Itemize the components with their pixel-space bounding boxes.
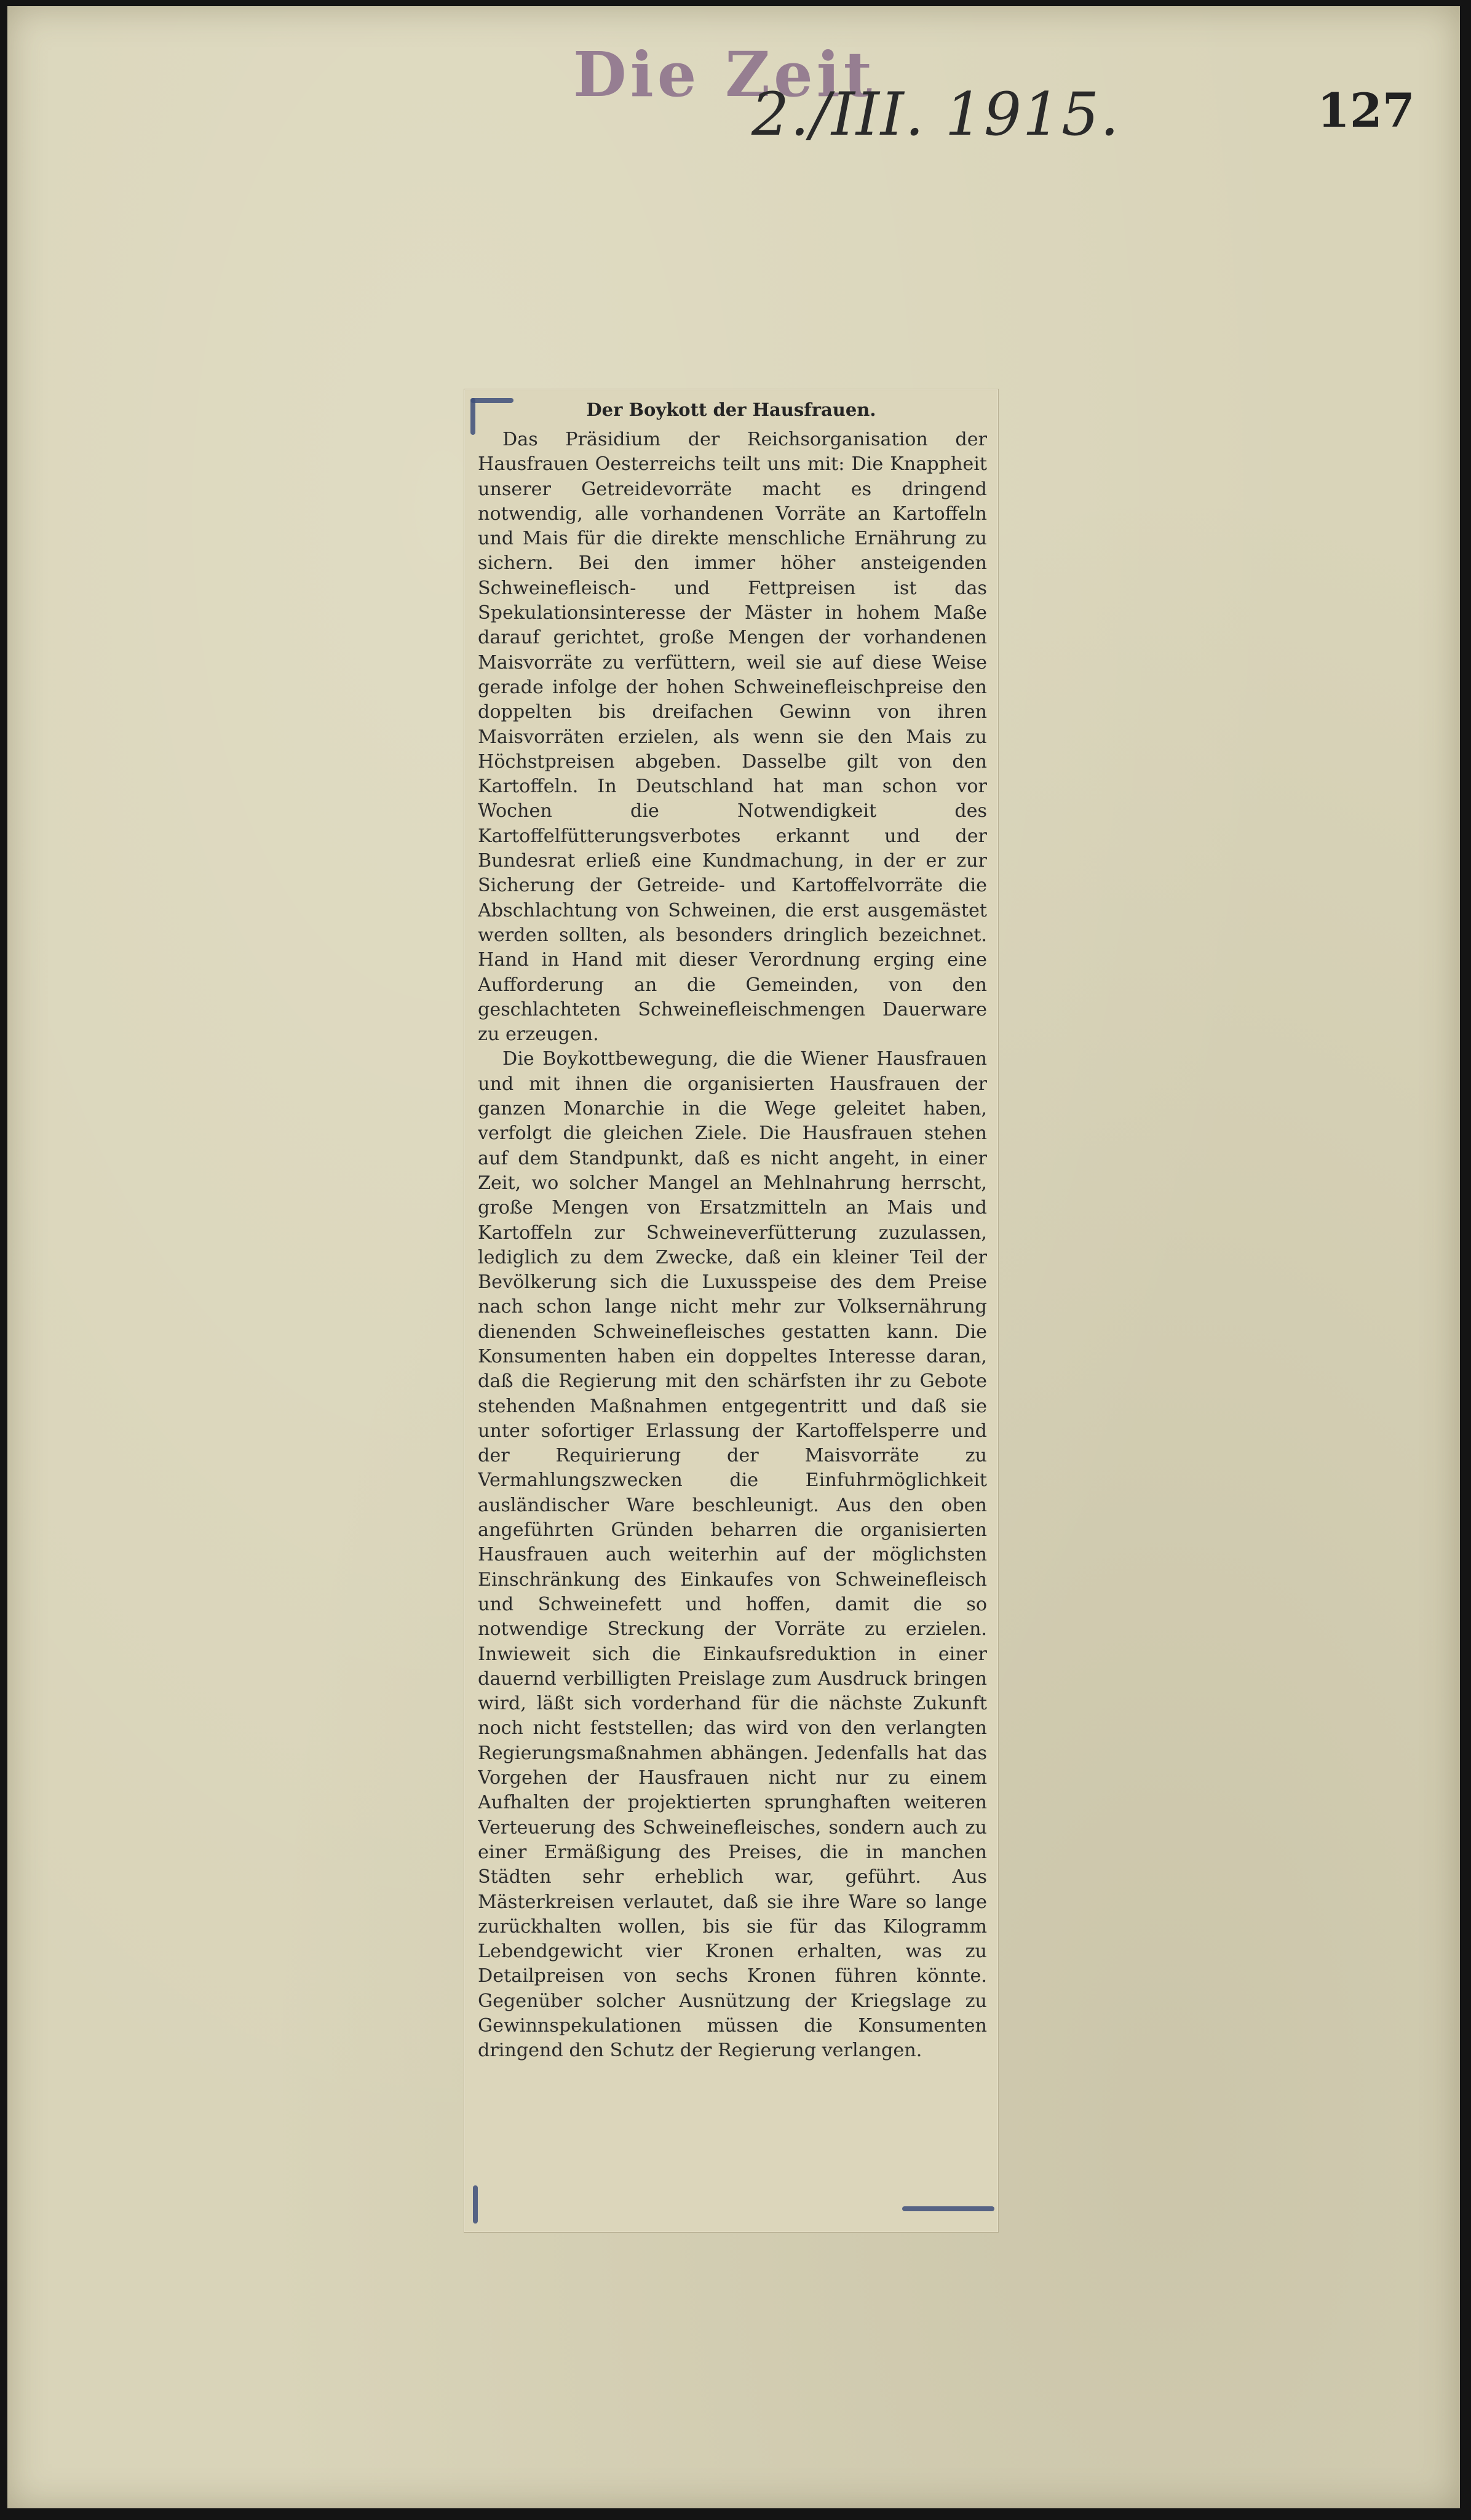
newspaper-stamp: Die Zeit	[573, 38, 876, 111]
article-paragraph: Das Präsidium der Reichsorganisation der Hausfrauen Oesterreichs teilt uns mit: Die Knappheit unserer Getreidevorräte macht es dringend notwendig, alle vorhandenen Vorräte an Kartoffeln und Mais für die direkte menschliche Ernährung zu sichern. Bei den immer höher ansteigenden Schweinefleisch- und Fettpreisen ist das Spekulationsinteresse der Mäster in hohem Maße darauf gerichtet, große Mengen der vorhandenen Maisvorräte zu verfüttern, weil sie auf diese Weise gerade infolge der hohen Schweinefleischpreise den doppelten bis dreifachen Gewinn von ihren Maisvorräten erzielen, als wenn sie den Mais zu Höchstpreisen abgeben. Dasselbe gilt von den Kartoffeln. In Deutschland hat man schon vor Wochen die Notwendigkeit des Kartoffelfütterungsverbotes erkannt und der Bundesrat erließ eine Kundmachung, in der er zur Sicherung der Getreide- und Kartoffelvorräte die Abschlachtung von Schweinen, die erst ausgemästet werden sollten, als besonders dringlich bezeichnet. Hand in Hand mit dieser Verordnung erging eine Aufforderung an die Gemeinden, von den geschlachteten Schweinefleischmengen Dauerware zu erzeugen.	[478, 429, 987, 1046]
article-paragraph: Die Boykottbewegung, die die Wiener Hausfrauen und mit ihnen die organisierten Hausfrauen der ganzen Monarchie in die Wege geleitet haben, verfolgt die gleichen Ziele. Die Hausfrauen stehen auf dem Standpunkt, daß es nicht angeht, in einer Zeit, wo solcher Mangel an Mehlnahrung herrscht, große Mengen von Ersatzmitteln an Mais und Kartoffeln zur Schweineverfütterung zuzulassen, lediglich zu dem Zwecke, daß ein kleiner Teil der Bevölkerung sich die Luxusspeise des dem Preise nach schon lange nicht mehr zur Volksernährung dienenden Schweinefleisches gestatten kann. Die Konsumenten haben ein doppeltes Interesse daran, daß die Regierung mit den schärfsten ihr zu Gebote stehenden Maßnahmen entgegentritt und daß sie unter sofortiger Erlassung der Kartoffelsperre und der Requirierung der Maisvorräte zu Vermahlungszwecken die Einfuhrmöglichkeit ausländischer Ware beschleunigt. Aus den oben angeführten Gründen beharren die organisierten Hausfrauen auch weiterhin auf der möglichsten Einschränkung des Einkaufes von Schweinefleisch und Schweinefett und hoffen, damit die so notwendige Streckung der Vorräte zu erzielen. Inwieweit sich die Einkaufsreduktion in einer dauernd verbilligten Preislage zum Ausdruck bringen wird, läßt sich vorderhand für die nächste Zukunft noch nicht feststellen; das wird von den verlangten Regierungsmaßnahmen abhängen. Jedenfalls hat das Vorgehen der Hausfrauen nicht nur zu einem Aufhalten der projektierten sprunghaften weiteren Verteuerung des Schweinefleisches, sondern auch zu einer Ermäßigung des Preises, die in manchen Städten sehr erheblich war, geführt. Aus Mästerkreisen verlautet, daß sie ihre Ware so lange zurückhalten wollen, bis sie für das Kilogramm Lebendgewicht vier Kronen erhalten, was zu Detailpreisen von sechs Kronen führen könnte. Gegenüber solcher Ausnützung der Kriegslage zu Gewinnspekulationen müssen die Konsumenten dringend den Schutz der Regierung verlangen.	[478, 1048, 987, 2062]
blue-mark-left-bottom	[473, 2185, 478, 2224]
page-number: 127	[1317, 83, 1415, 138]
article-body	[478, 427, 987, 2224]
article-title: Der Boykott der Hausfrauen.	[586, 399, 876, 420]
handwritten-date: 2./III. 1915.	[751, 80, 1120, 149]
archive-sheet	[7, 6, 1460, 2508]
newspaper-clipping	[464, 389, 999, 2233]
